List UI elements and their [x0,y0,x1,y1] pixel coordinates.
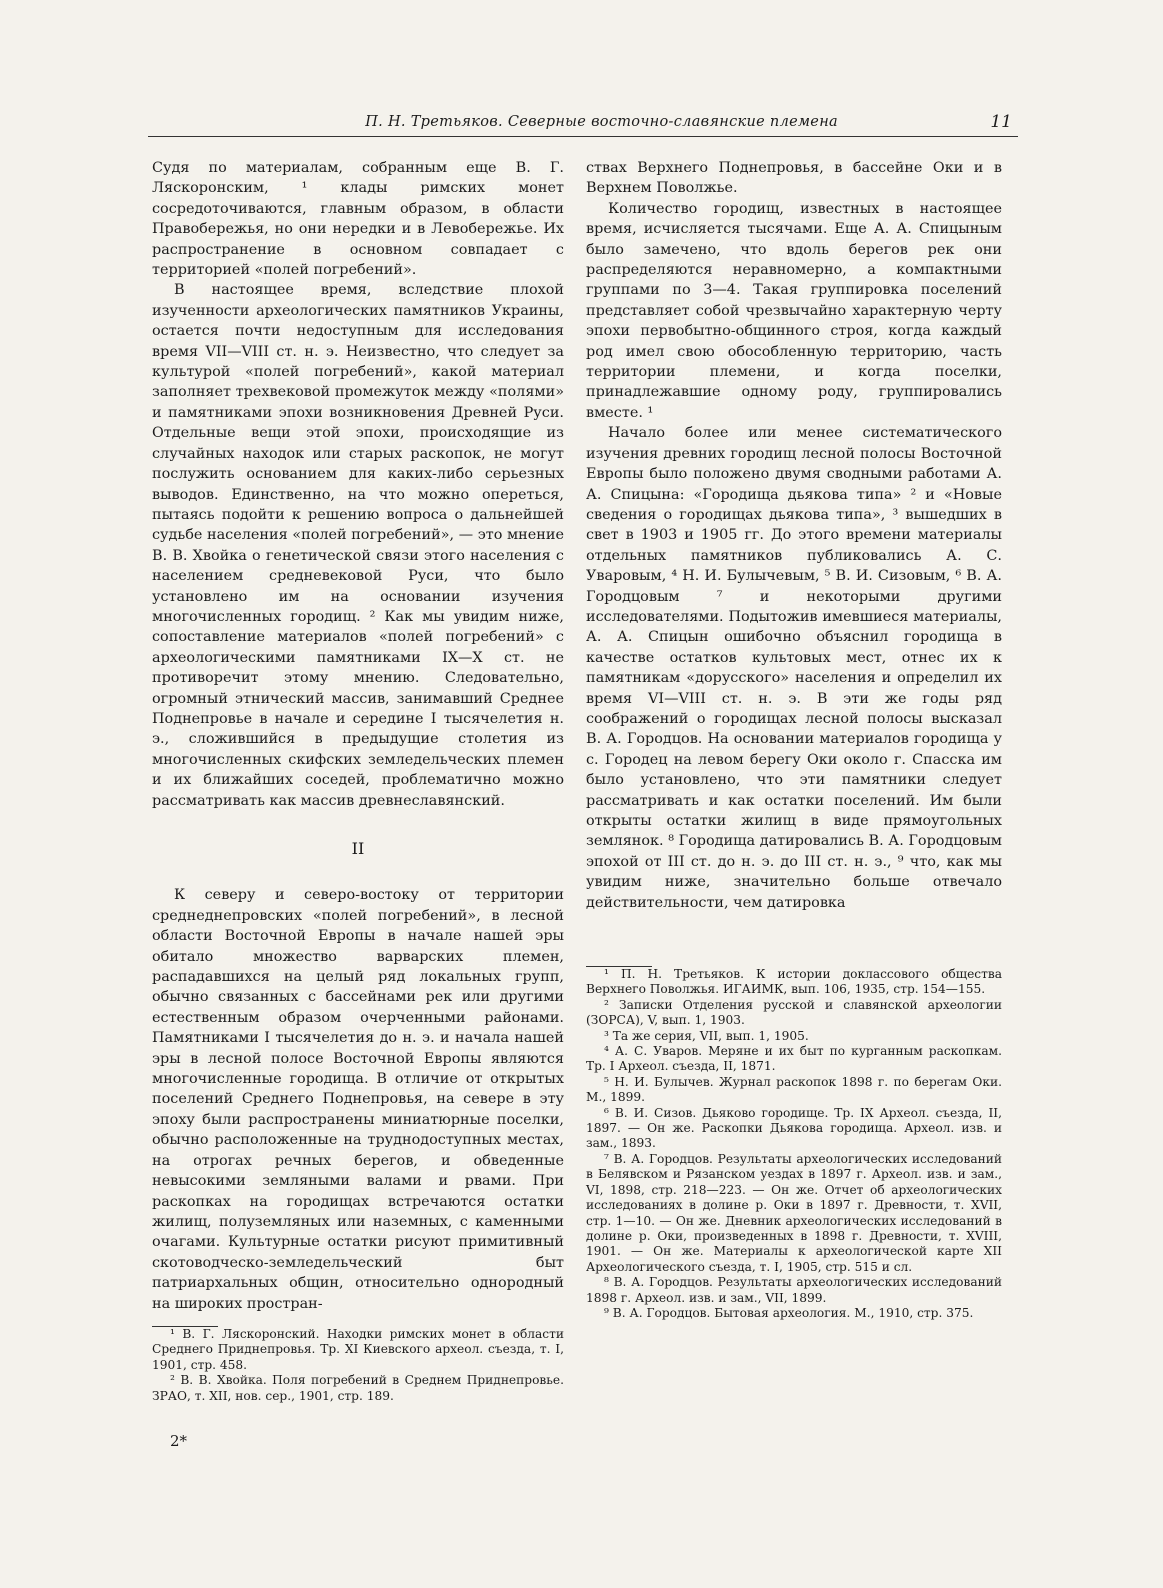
footnote: ² Записки Отделения русской и славянской археологии (ЗОРСА), V, вып. 1, 1903. [586,997,1002,1028]
running-header [148,112,1018,137]
footnote: ⁸ В. А. Городцов. Результаты археологических исследований 1898 г. Археол. изв. и зам., VII, 1899. [586,1275,1002,1305]
section-number: II [351,839,365,858]
page-number: 11 [990,112,1012,132]
paragraph: Количество городищ, известных в настоящее время, исчисляется тысячами. Еще А. А. Спицыным было замечено, что вдоль берегов рек они распределяются неравномерно, а компактными группами по 3—4. Такая группировка поселений представляет собой чрезвычайно характерную черту эпохи первобытно-общинного строя, когда каждый род имел свою обособленную территорию, часть территории племени, и когда поселки, принадлежавшие одному роду, группировались вместе. ¹ [586,200,1002,421]
footnote: ⁵ Н. И. Булычев. Журнал раскопок 1898 г. по берегам Оки. М., 1899. [586,1074,1002,1105]
signature-mark: 2* [170,1432,188,1450]
left-column [152,158,564,1314]
right-footnotes [586,966,1002,1321]
footnote: ⁶ В. И. Сизов. Дьяково городище. Тр. IX Археол. съезда, II, 1897. — Он же. Раскопки Дьякова городища. Археол. изв. и зам., 1893. [586,1105,1002,1151]
footnote: ⁹ В. А. Городцов. Бытовая археология. М., 1910, стр. 375. [604,1305,974,1320]
paragraph: ствах Верхнего Поднепровья, в бассейне Оки и в Верхнем Поволжье. [586,160,1002,197]
paragraph: Начало более или менее систематического изучения древних городищ лесной полосы Восточной Европы было положено двумя сводными работами А. А. Спицына: «Городища дьякова типа» ² и «Новые сведения о городищах дьякова типа», ³ вышедших в свет в 1903 и 1905 гг. До этого времени материалы отдельных памятников публиковались А. С. Уваровым, ⁴ Н. И. Булычевым, ⁵ В. И. Сизовым, ⁶ В. А. Городцовым ⁷ и некоторыми другими исследователями. Подытожив имевшиеся материалы, А. А. Спицын ошибочно объяснил городища в качестве остатков культовых мест, отнес их к памятникам «дорусского» населения и определил их время VI—VIII ст. н. э. В эти же годы ряд соображений о городищах лесной полосы высказал В. А. Городцов. На основании материалов городища у с. Городец на левом берегу Оки около г. Спасска им было установлено, что эти памятники следует рассматривать и как остатки поселений. Им были открыты остатки жилищ в виде прямоугольных землянок. ⁸ Городища датировались В. А. Городцовым эпохой от III ст. до н. э. до III ст. н. э., ⁹ что, как мы увидим ниже, значительно больше отвечало действительности, чем датировка [586,425,1002,911]
footnote: ⁴ А. С. Уваров. Меряне и их быт по курганным раскопкам. Тр. I Археол. съезда, II, 1871. [586,1044,1002,1074]
left-footnotes [152,1326,564,1404]
paragraph: К северу и северо-востоку от территории среднеднепровских «полей погребений», в лесной области Восточной Европы в начале нашей эры обитало множество варварских племен, распадавшихся на целый ряд локальных групп, обычно связанных с бассейнами рек или другими естественным образом очерченными районами. Памятниками I тысячелетия до н. э. и начала нашей эры в лесной полосе Восточной Европы являются многочисленные городища. В отличие от открытых поселений Среднего Поднепровья, на севере в эту эпоху были распространены миниатюрные поселки, обычно расположенные на труднодоступных местах, на отрогах речных берегов, и обведенные невысокими земляными валами и рвами. При раскопках на городищах встречаются остатки жилищ, полуземляных или наземных, с каменными очагами. Культурные остатки рисуют примитивный скотоводческо-земледельческий быт патриархальных общин, относительно однородный на широких простран- [152,887,564,1312]
footnote: ² В. В. Хвойка. Поля погребений в Среднем Приднепровье. ЗРАО, т. XII, нов. сер., 1901, стр. 189. [152,1373,564,1403]
footnote: ⁷ В. А. Городцов. Результаты археологических исследований в Белявском и Рязанском уездах в 1897 г. Археол. изв. и зам., VI, 1898, стр. 218—223. — Он же. Отчет об археологических исследованиях в долине р. Оки в 1897 г. Древности, т. XVII, стр. 1—10. — Он же. Дневник археологических исследований в долине р. Оки, произведенных в 1898 г. Древности, т. XVIII, 1901. — Он же. Материалы к археологической карте XII Археологического съезда, т. I, 1905, стр. 515 и сл. [586,1151,1002,1274]
paragraph: Судя по материалам, собранным еще В. Г. Ляскоронским, ¹ клады римских монет сосредоточиваются, главным образом, в области Правобережья, но они нередки и в Левобережье. Их распространение в основном совпадает с территорией «полей погребений». [152,160,564,279]
footnote: ¹ В. Г. Ляскоронский. Находки римских монет в области Среднего Приднепровья. Тр. XI Киевского археол. съезда, т. I, 1901, стр. 458. [152,1327,564,1372]
running-title: П. Н. Третьяков. Северные восточно-славянские племена [365,114,838,130]
right-column [586,158,1002,913]
footnote: ³ Та же серия, VII, вып. 1, 1905. [604,1028,809,1043]
footnote: ¹ П. Н. Третьяков. К истории доклассового общества Верхнего Поволжья. ИГАИМК, вып. 106, 1935, стр. 154—155. [586,967,1002,997]
paragraph: В настоящее время, вследствие плохой изученности археологических памятников Украины, остается почти недоступным для исследования время VII—VIII ст. н. э. Неизвестно, что следует за культурой «полей погребений», какой материал заполняет трехвековой промежуток между «полями» и памятниками эпохи возникновения Древней Руси. Отдельные вещи этой эпохи, происходящие из случайных находок или старых раскопок, не могут послужить основанием для каких-либо серьезных выводов. Единственно, на что можно опереться, пытаясь подойти к решению вопроса о дальнейшей судьбе населения «полей погребений», — это мнение В. В. Хвойка о генетической связи этого населения с населением средневековой Руси, что было установлено им на основании изучения многочисленных городищ. ² Как мы увидим ниже, сопоставление материалов «полей погребений» с археологическими памятниками IX—X ст. не противоречит этому мнению. Следовательно, огромный этнический массив, занимавший Среднее Поднепровье в начале и середине I тысячелетия н. э., сложившийся в предыдущие столетия из многочисленных скифских земледельческих племен и их ближайших соседей, проблематично можно рассматривать как массив древнеславянский. [152,282,564,809]
